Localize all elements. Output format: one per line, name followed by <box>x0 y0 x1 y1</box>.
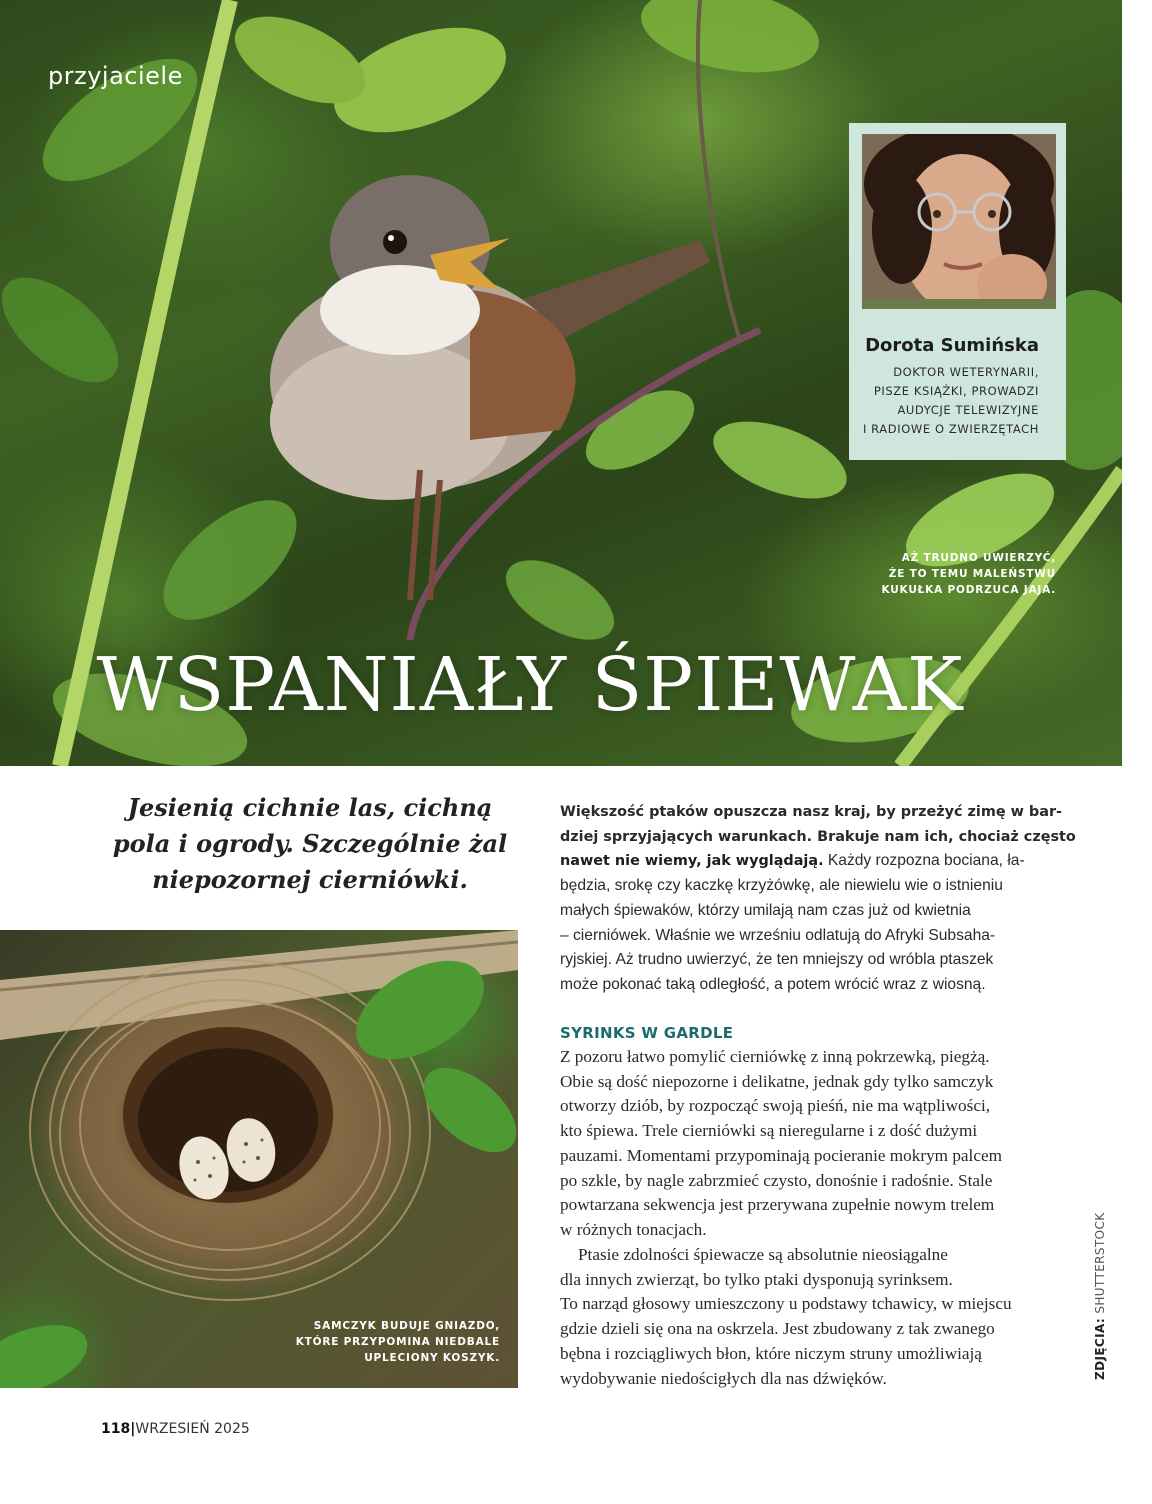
credit-source: SHUTTERSTOCK <box>1093 1212 1107 1314</box>
caption-line: AŻ TRUDNO UWIERZYĆ, <box>901 552 1056 564</box>
intro-paragraph <box>560 800 1076 998</box>
body-line: pauzami. Momentami przypominają pocieranie mokrym palcem <box>560 1145 1002 1165</box>
hero-photo <box>0 0 1122 766</box>
nest-photo <box>0 930 518 1388</box>
page-footer: 118|WRZESIEŃ 2025 <box>101 1421 250 1437</box>
caption-line: KUKUŁKA PODRZUCA JAJA. <box>881 584 1056 596</box>
paragraph-2 <box>560 1045 1032 1243</box>
nest-caption <box>240 1318 500 1366</box>
bird-caption <box>816 550 1056 598</box>
headline: WSPANIAŁY ŚPIEWAK <box>96 642 964 728</box>
body-line: po szkle, by nagle zabrzmieć czysto, donośnie i radośnie. Stale <box>560 1170 993 1190</box>
author-bio-line: I RADIOWE O ZWIERZĘTACH <box>862 422 1039 436</box>
intro-fragment: Każdy rozpozna bociana, ła- <box>823 852 1025 870</box>
lead-line: pola i ogrody. Szczególnie żal <box>112 829 508 858</box>
credit-label: ZDJĘCIA: <box>1093 1317 1107 1380</box>
lead-text <box>90 790 530 898</box>
photo-credit <box>1093 1212 1107 1380</box>
intro-line: Większość ptaków opuszcza nasz kraj, by przeżyć zimę w bar- <box>560 804 1063 820</box>
intro-line: ryjskiej. Aż trudno uwierzyć, że ten mniejszy od wróbla ptaszek <box>560 951 994 969</box>
body-line: w różnych tonacjach. <box>560 1219 707 1239</box>
section-tag: przyjaciele <box>48 62 183 90</box>
page-number: 118 <box>101 1421 131 1437</box>
body-line: gdzie dzieli się ona na oskrzela. Jest zbudowany z tak zwanego <box>560 1319 995 1339</box>
author-bio-line: DOKTOR WETERYNARII, <box>893 365 1039 379</box>
intro-line: będzia, srokę czy kaczkę krzyżówkę, ale niewielu wie o istnieniu <box>560 877 1003 895</box>
author-portrait <box>862 134 1056 309</box>
intro-line: może pokonać taką odległość, a potem wrócić wraz z wiosną. <box>560 975 986 993</box>
intro-bold-fragment: nawet nie wiemy, jak wyglądają. <box>560 853 824 870</box>
intro-line: małych śpiewaków, którzy umilają nam czas już od kwietnia <box>560 901 971 919</box>
author-bio-line: AUDYCJE TELEWIZYJNE <box>897 403 1039 417</box>
caption-line: ŻE TO TEMU MALEŃSTWU <box>888 568 1056 580</box>
paragraph-3 <box>560 1243 1032 1391</box>
author-bio-line: PISZE KSIĄŻKI, PROWADZI <box>873 384 1039 398</box>
caption-line: KTÓRE PRZYPOMINA NIEDBALE <box>295 1336 500 1348</box>
body-line: Z pozoru łatwo pomylić cierniówkę z inną pokrzewką, piegżą. <box>560 1047 990 1066</box>
body-line: Obie są dość niepozorne i delikatne, jednak gdy tylko samczyk <box>560 1071 994 1091</box>
lead-line: Jesienią cichnie las, cichną <box>127 793 493 822</box>
body-line: Ptasie zdolności śpiewacze są absolutnie nieosiągalne <box>578 1245 948 1264</box>
body-line: kto śpiewa. Trele cierniówki są nieregularne i z dość dużymi <box>560 1121 978 1141</box>
body-line: dla innych zwierząt, bo tylko ptaki dysponują syrinksem. <box>560 1269 953 1289</box>
caption-line: UPLECIONY KOSZYK. <box>364 1352 500 1364</box>
body-line: bębna i rozciągliwych błon, które niczym struny umożliwiają <box>560 1343 982 1363</box>
body-line: wydobywanie niedościgłych dla nas dźwięków. <box>560 1368 887 1388</box>
body-line: powtarzana sekwencja jest przerywana zupełnie nowym trelem <box>560 1195 995 1215</box>
caption-line: SAMCZYK BUDUJE GNIAZDO, <box>313 1320 500 1332</box>
intro-line: dziej sprzyjających warunkach. Brakuje nam ich, chociaż często <box>560 828 1076 845</box>
author-box <box>849 123 1066 460</box>
subheading: SYRINKS W GARDLE <box>560 1024 734 1042</box>
author-bio <box>849 363 1039 439</box>
author-photo <box>862 134 1056 309</box>
intro-line: – cierniówek. Właśnie we wrześniu odlatują do Afryki Subsaha- <box>560 926 996 944</box>
body-line: To narząd głosowy umieszczony u podstawy tchawicy, w miejscu <box>560 1294 1012 1314</box>
intro-line <box>560 849 1028 874</box>
author-name: Dorota Sumińska <box>865 335 1039 356</box>
body-line: otworzy dziób, by rozpocząć swoją pieśń, nie ma wątpliwości, <box>560 1096 991 1116</box>
lead-line: niepozornej cierniówki. <box>152 865 468 894</box>
issue-date: WRZESIEŃ 2025 <box>135 1421 250 1437</box>
